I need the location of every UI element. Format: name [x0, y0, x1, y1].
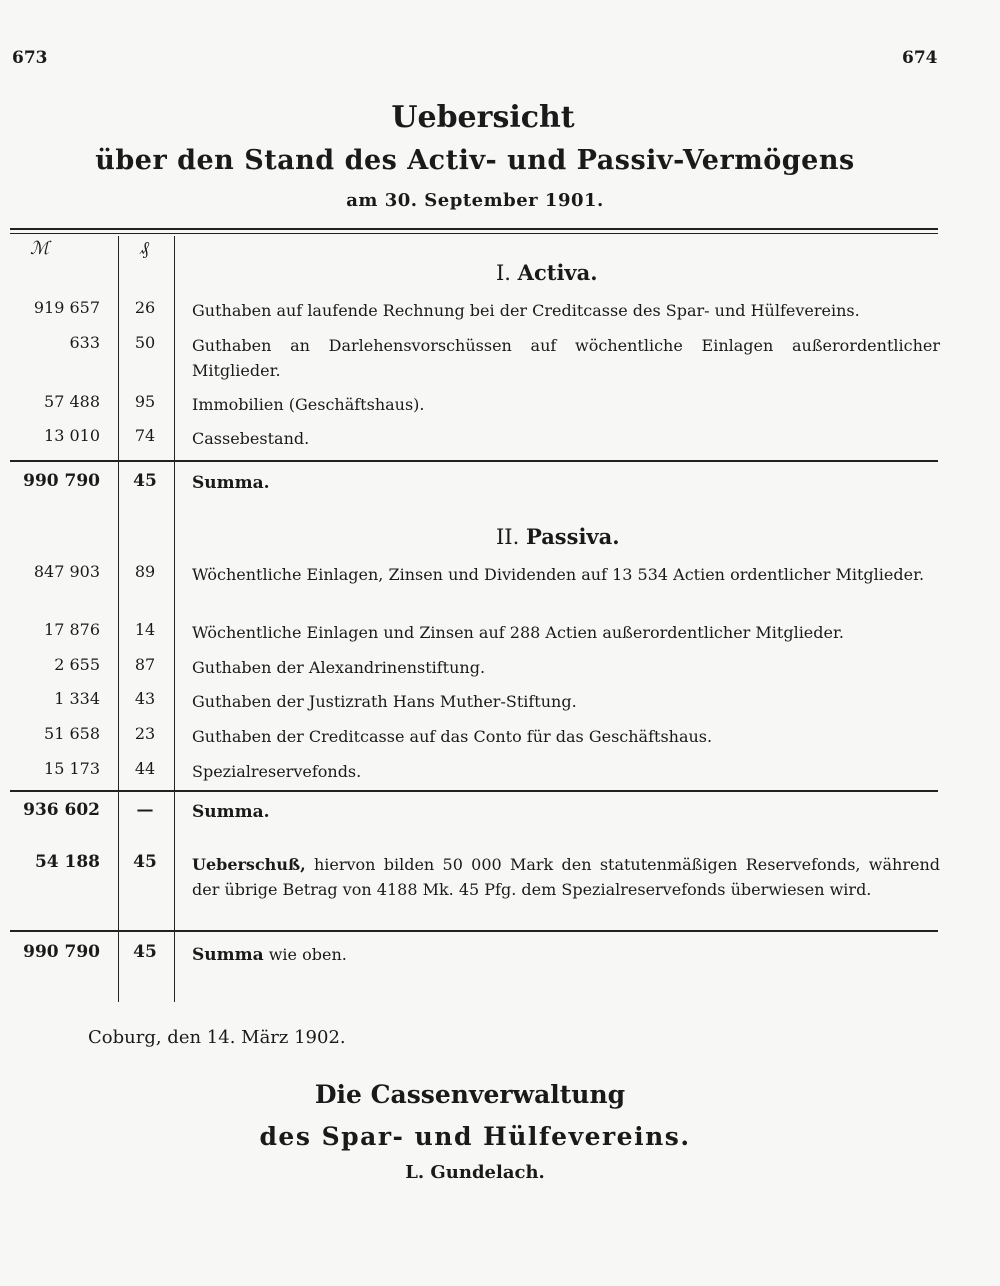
sum-rule: [10, 460, 938, 462]
amount-pfennig: 44: [134, 759, 156, 778]
amount-mark: 919 657: [33, 298, 100, 317]
amount-mark: 1 334: [54, 689, 100, 708]
sum-mark: 936 602: [23, 800, 100, 820]
page-number-right: 674: [902, 48, 938, 68]
report-date: am 30. September 1901.: [346, 190, 604, 211]
final-sum-description: [192, 942, 940, 968]
amount-mark: 57 488: [44, 392, 100, 411]
amount-mark: 2 655: [54, 655, 100, 674]
signature-line-2: des Spar- und Hülfevereins.: [259, 1122, 691, 1151]
amount-mark: 847 903: [33, 562, 100, 581]
amount-pfennig: 95: [134, 392, 156, 411]
sum-label: Summa.: [192, 802, 270, 822]
column-rule-2: [174, 236, 175, 1002]
row-description: Immobilien (Geschäftshaus).: [192, 395, 425, 414]
header-rule-bottom: [10, 233, 938, 234]
sum-pfennig: —: [136, 800, 154, 820]
sum-label: Summa.: [192, 473, 270, 493]
section-heading-activa: [496, 260, 598, 285]
amount-mark: 633: [69, 333, 100, 352]
surplus-pfennig: 45: [133, 852, 157, 872]
signature-line-1: Die Cassenverwaltung: [314, 1080, 626, 1109]
amount-pfennig: 89: [134, 562, 156, 581]
row-description: Guthaben der Justizrath Hans Muther-Stiftung.: [192, 692, 577, 711]
section-title: Activa.: [517, 260, 598, 285]
amount-mark: 51 658: [44, 724, 100, 743]
section-number: II.: [496, 525, 520, 549]
final-sum-pfennig: 45: [133, 942, 157, 962]
row-description: Guthaben der Alexandrinenstiftung.: [192, 658, 486, 677]
surplus-label: Ueberschuß,: [192, 855, 306, 874]
section-title: Passiva.: [525, 524, 620, 549]
surplus-description: [192, 852, 940, 902]
final-sum-mark: 990 790: [23, 942, 100, 962]
page-number-left: 673: [12, 48, 48, 68]
row-description: Guthaben der Creditcasse auf das Conto für das Geschäftshaus.: [192, 727, 713, 746]
final-sum-text: wie oben.: [268, 945, 347, 964]
row-description: Guthaben an Darlehensvorschüssen auf wöchentliche Einlagen außerordentlicher Mitglieder.: [192, 336, 940, 380]
amount-mark: 15 173: [44, 759, 100, 778]
amount-pfennig: 14: [134, 620, 156, 639]
page-subtitle: über den Stand des Activ- und Passiv-Vermögens: [95, 145, 855, 176]
amount-pfennig: 50: [134, 333, 156, 352]
amount-pfennig: 23: [134, 724, 156, 743]
amount-pfennig: 26: [134, 298, 156, 317]
column-header-mark: ℳ: [30, 238, 50, 259]
sum-mark: 990 790: [23, 471, 100, 491]
section-heading-passiva: [496, 524, 620, 549]
sum-rule: [10, 790, 938, 792]
surplus-mark: 54 188: [34, 852, 100, 872]
row-description: Wöchentliche Einlagen und Zinsen auf 288 Actien außerordentlicher Mitglieder.: [192, 623, 844, 642]
amount-mark: 13 010: [44, 426, 100, 445]
header-rule-top: [10, 228, 938, 230]
page-title: Uebersicht: [391, 100, 575, 135]
amount-pfennig: 43: [134, 689, 156, 708]
section-number: I.: [496, 261, 511, 285]
sum-pfennig: 45: [133, 471, 157, 491]
signature-name: L. Gundelach.: [405, 1162, 545, 1183]
amount-pfennig: 87: [134, 655, 156, 674]
row-description: Cassebestand.: [192, 429, 310, 448]
surplus-text: hiervon bilden 50 000 Mark den statutenmäßigen Reservefonds, während der übrige Betrag von 4188 Mk. 45 Pfg. dem Spezialreservefonds überwiesen wird.: [192, 855, 940, 899]
row-description: Guthaben auf laufende Rechnung bei der Creditcasse des Spar- und Hülfevereins.: [192, 301, 860, 320]
amount-mark: 17 876: [44, 620, 100, 639]
place-and-date: Coburg, den 14. März 1902.: [88, 1027, 346, 1048]
row-description: Wöchentliche Einlagen, Zinsen und Dividenden auf 13 534 Actien ordentlicher Mitglieder.: [192, 565, 925, 584]
amount-pfennig: 74: [134, 426, 156, 445]
final-sum-rule: [10, 930, 938, 932]
column-header-pfennig: ₰: [140, 238, 149, 259]
row-description: Spezialreservefonds.: [192, 762, 362, 781]
final-sum-label: Summa: [192, 945, 264, 965]
